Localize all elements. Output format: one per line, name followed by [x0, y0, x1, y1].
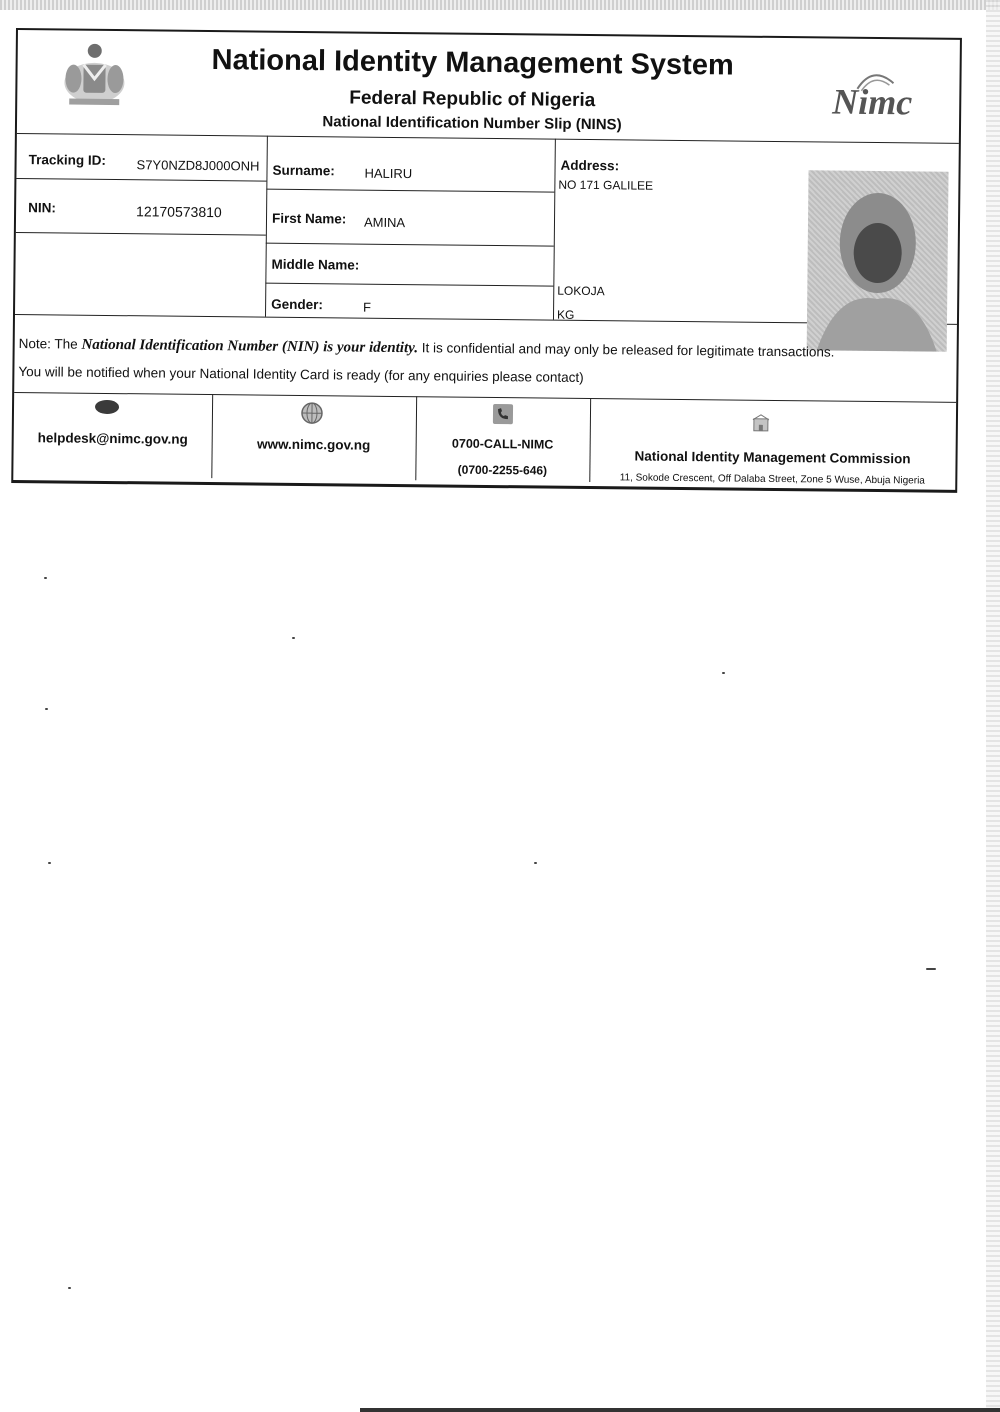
commission-address: 11, Sokode Crescent, Off Dalaba Street, Zone 5 Wuse, Abuja Nigeria	[619, 472, 925, 487]
gender-label: Gender:	[271, 296, 323, 313]
scan-speck	[722, 672, 725, 674]
scan-edge-bottom	[360, 1408, 1000, 1412]
website-url: www.nimc.gov.ng	[256, 436, 371, 453]
note-emphasis: National Identification Number (NIN) is your identity.	[81, 336, 419, 357]
divider	[265, 283, 553, 287]
scan-edge-right	[986, 0, 1000, 1412]
portrait-image	[807, 170, 949, 351]
email-icon	[94, 399, 120, 415]
address-state: KG	[556, 307, 575, 322]
phone-icon	[492, 403, 514, 425]
first-name-value: AMINA	[363, 214, 406, 231]
middle-name-label: Middle Name:	[271, 256, 360, 273]
scan-speck	[292, 637, 295, 639]
helpdesk-email: helpdesk@nimc.gov.ng	[37, 430, 188, 447]
phone-digits: (0700-2255-646)	[457, 462, 548, 478]
scan-speck	[926, 968, 936, 970]
nin-slip	[11, 28, 962, 493]
globe-icon	[300, 401, 324, 425]
building-icon	[752, 414, 770, 432]
address-line1: NO 171 GALILEE	[558, 177, 654, 193]
address-label: Address:	[560, 157, 620, 174]
tracking-id-value: S7Y0NZD8J000ONH	[136, 157, 260, 174]
surname-value: HALIRU	[364, 165, 413, 182]
system-title: National Identity Management System	[211, 44, 734, 82]
scan-speck	[534, 862, 537, 864]
nin-value: 12170573810	[136, 203, 222, 221]
divider	[14, 392, 956, 403]
commission-name: National Identity Management Commission	[634, 448, 911, 467]
scan-speck	[44, 577, 47, 579]
holder-photo	[807, 170, 949, 351]
scan-speck	[48, 862, 51, 864]
nin-label: NIN:	[28, 200, 56, 216]
surname-label: Surname:	[272, 162, 335, 179]
note-prefix: Note: The	[18, 336, 82, 352]
scan-speck	[45, 708, 48, 710]
first-name-label: First Name:	[271, 210, 347, 227]
phone-number: 0700-CALL-NIMC	[451, 436, 554, 452]
address-city: LOKOJA	[557, 283, 605, 299]
tracking-id-label: Tracking ID:	[28, 152, 106, 168]
gender-value: F	[363, 299, 372, 315]
slip-header	[17, 30, 960, 144]
scan-edge-top	[0, 0, 1000, 10]
coat-of-arms-icon	[55, 38, 134, 109]
nimc-logo	[827, 65, 918, 126]
slip-title: National Identification Number Slip (NINS)	[322, 113, 622, 134]
nimc-logo-text: Nimc	[832, 81, 913, 123]
country-subtitle: Federal Republic of Nigeria	[349, 87, 596, 112]
note-suffix: It is confidential and may only be released for legitimate transactions.	[417, 340, 835, 360]
divider	[16, 178, 266, 182]
scan-speck	[68, 1287, 71, 1289]
divider	[266, 243, 554, 247]
divider	[553, 139, 556, 320]
divider	[266, 189, 554, 193]
divider	[265, 136, 268, 317]
divider	[16, 232, 266, 236]
note-line-2: You will be notified when your National Identity Card is ready (for any enquiries please contact)	[18, 364, 584, 385]
